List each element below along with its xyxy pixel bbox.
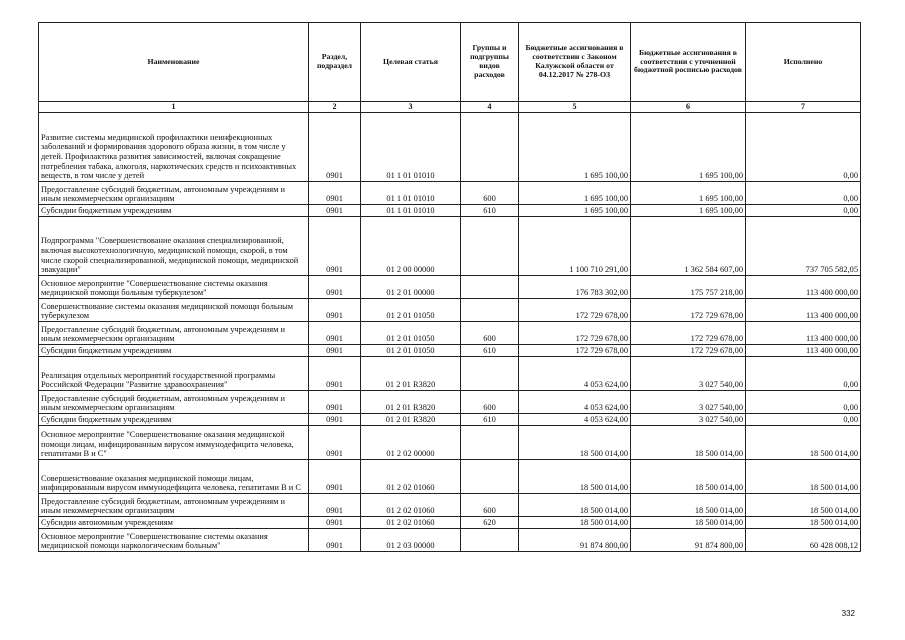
row-law-amount: 4 053 624,00	[519, 357, 631, 391]
header-target: Целевая статья	[361, 23, 461, 102]
row-refined-amount: 91 874 800,00	[631, 529, 746, 552]
row-law-amount: 176 783 302,00	[519, 276, 631, 299]
row-group	[461, 426, 519, 460]
row-group: 610	[461, 345, 519, 357]
row-target: 01 1 01 01010	[361, 205, 461, 217]
row-name: Совершенствование системы оказания медицинской помощи больным туберкулезом	[39, 299, 309, 322]
row-executed-amount: 18 500 014,00	[746, 460, 861, 494]
table-row	[39, 113, 861, 182]
row-razdel: 0901	[309, 322, 361, 345]
row-razdel: 0901	[309, 460, 361, 494]
row-executed-amount: 18 500 014,00	[746, 517, 861, 529]
row-target: 01 2 02 00000	[361, 426, 461, 460]
row-law-amount: 91 874 800,00	[519, 529, 631, 552]
row-refined-amount: 18 500 014,00	[631, 426, 746, 460]
row-refined-amount: 172 729 678,00	[631, 299, 746, 322]
row-target: 01 2 01 R3820	[361, 414, 461, 426]
row-law-amount: 4 053 624,00	[519, 414, 631, 426]
row-group: 610	[461, 414, 519, 426]
header-name: Наименование	[39, 23, 309, 102]
row-refined-amount: 18 500 014,00	[631, 494, 746, 517]
row-group: 610	[461, 205, 519, 217]
row-group: 600	[461, 494, 519, 517]
row-target: 01 2 01 01050	[361, 345, 461, 357]
row-name: Субсидии бюджетным учреждениям	[39, 345, 309, 357]
table-row	[39, 414, 861, 426]
row-name: Реализация отдельных мероприятий государственной программы Российской Федерации "Развитие здравоохранения"	[39, 357, 309, 391]
row-razdel: 0901	[309, 113, 361, 182]
row-target: 01 2 02 01060	[361, 517, 461, 529]
table-row	[39, 494, 861, 517]
row-law-amount: 1 100 710 291,00	[519, 217, 631, 276]
row-name: Предоставление субсидий бюджетным, автономным учреждениям и иным некоммерческим организациям	[39, 182, 309, 205]
row-razdel: 0901	[309, 494, 361, 517]
header-row	[39, 23, 861, 102]
header-razdel: Раздел, подраздел	[309, 23, 361, 102]
row-name: Развитие системы медицинской профилактики неинфекционных заболеваний и формирования здорового образа жизни, в том числе у детей. Профилактика развития зависимостей, включая сокращение потребления табака, алкоголя, наркотических средств и психоактивных веществ, в том числе у детей	[39, 113, 309, 182]
row-refined-amount: 175 757 218,00	[631, 276, 746, 299]
table-row	[39, 205, 861, 217]
row-group: 600	[461, 182, 519, 205]
row-law-amount: 172 729 678,00	[519, 299, 631, 322]
row-executed-amount: 0,00	[746, 182, 861, 205]
row-law-amount: 18 500 014,00	[519, 426, 631, 460]
row-name: Совершенствование оказания медицинской помощи лицам, инфицированным вирусом иммунодефицита человека, гепатитами В и С	[39, 460, 309, 494]
column-number: 5	[519, 102, 631, 113]
row-razdel: 0901	[309, 276, 361, 299]
row-group	[461, 299, 519, 322]
row-group	[461, 357, 519, 391]
row-target: 01 1 01 01010	[361, 182, 461, 205]
header-law: Бюджетные ассигнования в соответствии с Законом Калужской области от 04.12.2017 № 278-ОЗ	[519, 23, 631, 102]
row-executed-amount: 737 705 582,05	[746, 217, 861, 276]
row-target: 01 2 01 R3820	[361, 357, 461, 391]
row-name: Субсидии автономным учреждениям	[39, 517, 309, 529]
row-refined-amount: 1 695 100,00	[631, 182, 746, 205]
row-razdel: 0901	[309, 182, 361, 205]
row-group	[461, 529, 519, 552]
row-razdel: 0901	[309, 357, 361, 391]
row-refined-amount: 3 027 540,00	[631, 391, 746, 414]
column-number: 7	[746, 102, 861, 113]
row-razdel: 0901	[309, 217, 361, 276]
row-law-amount: 1 695 100,00	[519, 205, 631, 217]
row-razdel: 0901	[309, 426, 361, 460]
table-row	[39, 517, 861, 529]
row-refined-amount: 1 695 100,00	[631, 113, 746, 182]
row-razdel: 0901	[309, 414, 361, 426]
row-refined-amount: 172 729 678,00	[631, 345, 746, 357]
row-law-amount: 1 695 100,00	[519, 113, 631, 182]
row-razdel: 0901	[309, 345, 361, 357]
row-name: Субсидии бюджетным учреждениям	[39, 414, 309, 426]
column-number: 6	[631, 102, 746, 113]
row-name: Предоставление субсидий бюджетным, автономным учреждениям и иным некоммерческим организациям	[39, 322, 309, 345]
table-row	[39, 299, 861, 322]
table-row	[39, 460, 861, 494]
row-target: 01 2 01 01050	[361, 299, 461, 322]
header-refined: Бюджетные ассигнования в соответствии с уточненной бюджетной росписью расходов	[631, 23, 746, 102]
table-row	[39, 391, 861, 414]
row-refined-amount: 172 729 678,00	[631, 322, 746, 345]
row-executed-amount: 18 500 014,00	[746, 426, 861, 460]
table-row	[39, 529, 861, 552]
row-executed-amount: 60 428 008,12	[746, 529, 861, 552]
row-executed-amount: 0,00	[746, 414, 861, 426]
row-law-amount: 18 500 014,00	[519, 460, 631, 494]
row-law-amount: 4 053 624,00	[519, 391, 631, 414]
column-number: 3	[361, 102, 461, 113]
row-name: Основное мероприятие "Совершенствование системы оказания медицинской помощи больным туберкулезом"	[39, 276, 309, 299]
row-group	[461, 113, 519, 182]
row-name: Подпрограмма "Совершенствование оказания специализированной, включая высокотехнологичную, медицинской помощи, скорой, в том числе скорой специализированной, медицинской помощи, медицинской эвакуации"	[39, 217, 309, 276]
row-group: 620	[461, 517, 519, 529]
column-number-row	[39, 102, 861, 113]
column-number: 1	[39, 102, 309, 113]
row-executed-amount: 18 500 014,00	[746, 494, 861, 517]
row-target: 01 1 01 01010	[361, 113, 461, 182]
row-executed-amount: 0,00	[746, 205, 861, 217]
row-razdel: 0901	[309, 299, 361, 322]
row-law-amount: 18 500 014,00	[519, 517, 631, 529]
row-law-amount: 172 729 678,00	[519, 322, 631, 345]
row-refined-amount: 1 362 584 607,00	[631, 217, 746, 276]
table-row	[39, 426, 861, 460]
header-groups: Группы и подгруппы видов расходов	[461, 23, 519, 102]
header-executed: Исполнено	[746, 23, 861, 102]
row-executed-amount: 113 400 000,00	[746, 322, 861, 345]
table-row	[39, 182, 861, 205]
row-group	[461, 460, 519, 494]
row-name: Предоставление субсидий бюджетным, автономным учреждениям и иным некоммерческим организациям	[39, 391, 309, 414]
row-executed-amount: 0,00	[746, 113, 861, 182]
row-law-amount: 172 729 678,00	[519, 345, 631, 357]
row-target: 01 2 02 01060	[361, 460, 461, 494]
row-name: Предоставление субсидий бюджетным, автономным учреждениям и иным некоммерческим организациям	[39, 494, 309, 517]
row-law-amount: 1 695 100,00	[519, 182, 631, 205]
column-number: 2	[309, 102, 361, 113]
row-target: 01 2 02 01060	[361, 494, 461, 517]
table-row	[39, 322, 861, 345]
row-group: 600	[461, 391, 519, 414]
row-name: Основное мероприятие "Совершенствование оказания медицинской помощи лицам, инфицированным вирусом иммунодефицита человека, гепатитами В и С"	[39, 426, 309, 460]
row-executed-amount: 113 400 000,00	[746, 299, 861, 322]
row-executed-amount: 113 400 000,00	[746, 345, 861, 357]
row-refined-amount: 3 027 540,00	[631, 414, 746, 426]
row-group: 600	[461, 322, 519, 345]
row-executed-amount: 113 400 000,00	[746, 276, 861, 299]
column-number: 4	[461, 102, 519, 113]
row-razdel: 0901	[309, 529, 361, 552]
row-target: 01 2 00 00000	[361, 217, 461, 276]
row-executed-amount: 0,00	[746, 391, 861, 414]
row-name: Основное мероприятие "Совершенствование системы оказания медицинской помощи наркологическим больным"	[39, 529, 309, 552]
row-refined-amount: 1 695 100,00	[631, 205, 746, 217]
row-executed-amount: 0,00	[746, 357, 861, 391]
row-refined-amount: 18 500 014,00	[631, 517, 746, 529]
table-row	[39, 357, 861, 391]
table-row	[39, 217, 861, 276]
row-razdel: 0901	[309, 391, 361, 414]
page-number: 332	[841, 609, 855, 618]
row-target: 01 2 01 01050	[361, 322, 461, 345]
table-row	[39, 345, 861, 357]
row-target: 01 2 03 00000	[361, 529, 461, 552]
row-group	[461, 217, 519, 276]
row-razdel: 0901	[309, 517, 361, 529]
budget-table	[38, 22, 861, 552]
table-row	[39, 276, 861, 299]
row-target: 01 2 01 00000	[361, 276, 461, 299]
row-target: 01 2 01 R3820	[361, 391, 461, 414]
row-law-amount: 18 500 014,00	[519, 494, 631, 517]
row-refined-amount: 18 500 014,00	[631, 460, 746, 494]
row-razdel: 0901	[309, 205, 361, 217]
row-name: Субсидии бюджетным учреждениям	[39, 205, 309, 217]
row-refined-amount: 3 027 540,00	[631, 357, 746, 391]
row-group	[461, 276, 519, 299]
